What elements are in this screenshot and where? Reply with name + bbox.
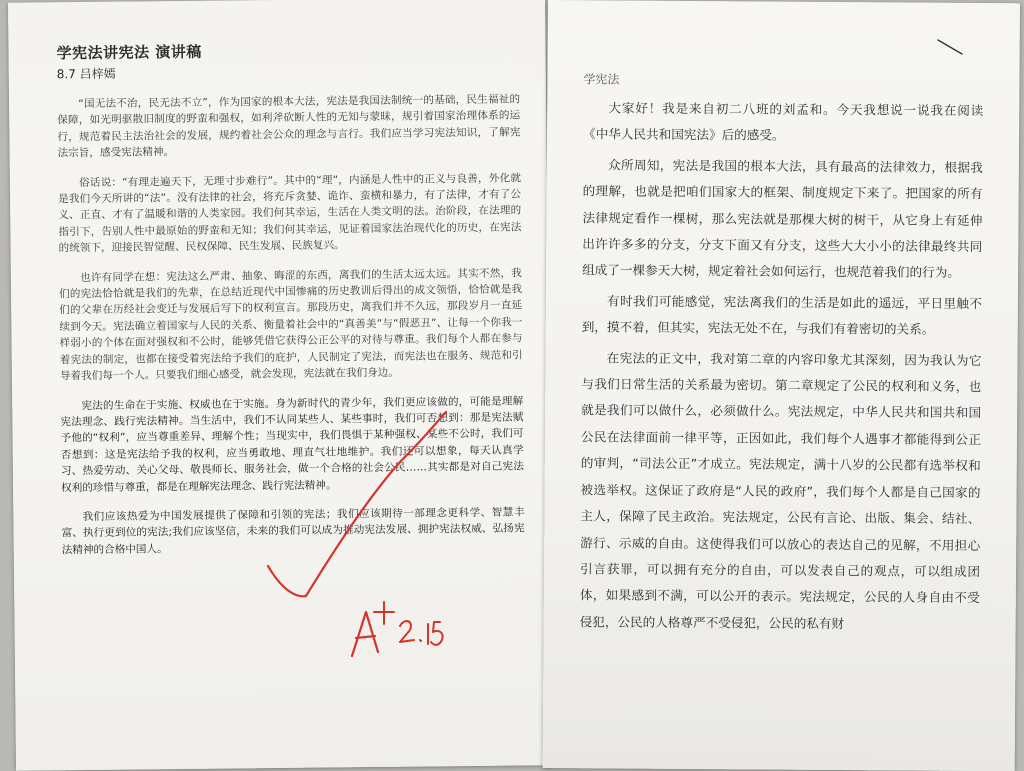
speech-paragraph: 宪法的生命在于实施、权威也在于实施。身为新时代的青少年，我们更应该做的，可能是理解宪法理念、践行宪法精神。当生活中，我们不认同某些人、某些事时，我们可否想到：那是宪法赋予他的“权利”，应当尊重差异、理解个性；当现实中，我们畏惧于某种强权、某些不公时，我们可否想到：这是宪法给予我的权利，应当勇敢地、理直气壮地维护。我们还可以想象，每天认真学习、热爱劳动、关心父母、敬畏师长、服务社会，做一个合格的社会公民……其实都是对自己宪法权利的珍惜与尊重，都是在理解宪法理念、践行宪法精神。 xyxy=(60,394,524,494)
pen-stroke-mark xyxy=(936,36,966,58)
speech-author: 8.7 吕梓嫣 xyxy=(56,66,116,82)
essay-title: 学宪法 xyxy=(583,72,620,87)
speech-paragraph: 也许有同学在想：宪法这么严肃、抽象、晦涩的东西，离我们的生活太远太远。其实不然，我们的宪法恰恰就是我们的先辈，在总结近现代中国惨痛的历史教训后得出的成文领悟，恰恰就是我们的父辈在历经社会变迁与发展后写下的权利宣言。那段历史，离我们并不久远，那段岁月一直延续到今天。宪法确立着国家与人民的关系、衡量着社会中的“真善美”与“假恶丑”、让每一个你我一样弱小的个体在面对强权和不公时，能够凭借它获得公正公平的对待与尊重。我们每个人都在参与着宪法的制定，也都在接受着宪法给予我们的庇护，人民制定了宪法，而宪法也在服务、规范和引导着我们每一个人。只要我们细心感受，就会发现，宪法就在我们身边。 xyxy=(59,267,523,383)
left-speech-page xyxy=(8,0,553,771)
essay-paragraph: 在宪法的正文中，我对第二章的内容印象尤其深刻，因为我认为它与我们日常生活的关系最为密切。第二章规定了公民的权利和义务，也就是我们可以做什么，必须做什么。宪法规定，中华人民共和国共和国公民在法律面前一律平等，正因如此，我们每个人遇事才都能得到公正的审判，“司法公正”才成立。宪法规定，满十八岁的公民都有选举权和被选举权。这保证了政府是“人民的政府”，我们每个人都是自己国家的主人，保障了民主政治。宪法规定，公民有言论、出版、集会、结社、游行、示威的自由。这使得我们可以放心的表达自己的见解，不用担心引言获罪，可以拥有充分的自由，可以发表自己的观点，可以组成团体，如果感到不满，可以公开的表示。宪法规定，公民的人身自由不受侵犯，公民的人格尊严不受侵犯，公民的私有财 xyxy=(579,350,982,631)
essay-paragraph: 众所周知，宪法是我国的根本大法，具有最高的法律效力，根据我的理解，也就是把咱们国家大的框架、制度规定下来了。把国家的所有法律规定看作一棵树，那么宪法就是那棵大树的树干，从它身上有延伸出许许多多的分支，分支下面又有分支，这些大大小小的法律最终共同组成了一棵参天大树，规定着社会如何运行，也规范着我们的行为。 xyxy=(582,157,983,281)
speech-paragraph: “国无法不治，民无法不立”，作为国家的根本大法，宪法是我国法制统一的基础，民生福祉的保障，如光明驱散旧制度的野蛮和强权，如利斧砍断人性的无知与蒙昧，规引着国家治理体系的运行，规范着民主法治社会的发展，规约着社会公众的理念与言行。我们应当学习宪法知识，了解宪法宗旨，感受宪法精神。 xyxy=(57,93,521,160)
speech-paragraph: 我们应该热爱为中国发展提供了保障和引领的宪法；我们应该期待一部理念更科学、智慧丰富、执行更到位的宪法;我们应该坚信，未来的我们可以成为推动宪法发展、拥护宪法权威、弘扬宪法精神的合格中国人。 xyxy=(61,506,525,557)
right-essay-page xyxy=(543,0,1020,771)
essay-paragraph: 有时我们可能感觉，宪法离我们的生活是如此的遥远，平日里触不到，摸不着，但其实，宪法无处不在，与我们有着密切的关系。 xyxy=(581,293,982,337)
speech-paragraph: 俗话说：“有理走遍天下，无理寸步难行”。其中的“理”，内涵是人性中的正义与良善，外化就是我们今天所讲的“法”。没有法律的社会，将充斥贪婪、诡诈、蛮横和暴力，有了法律，才有了公义、正直、才有了温暖和谐的人类家园。我们何其幸运，生活在人类文明的法。治阶段，在法理的指引下，告别人性中最原始的野蛮和无知；我们何其幸运，见证着国家法治现代化的历史，在宪法的统领下，迎接民智觉醒、民权保障、民生发展、民族复兴。 xyxy=(58,172,522,255)
speech-title: 学宪法讲宪法 演讲稿 xyxy=(56,42,202,63)
essay-paragraph: 大家好！我是来自初二八班的刘孟和。今天我想说一说我在阅读《中华人民共和国宪法》后的感受。 xyxy=(583,100,984,144)
